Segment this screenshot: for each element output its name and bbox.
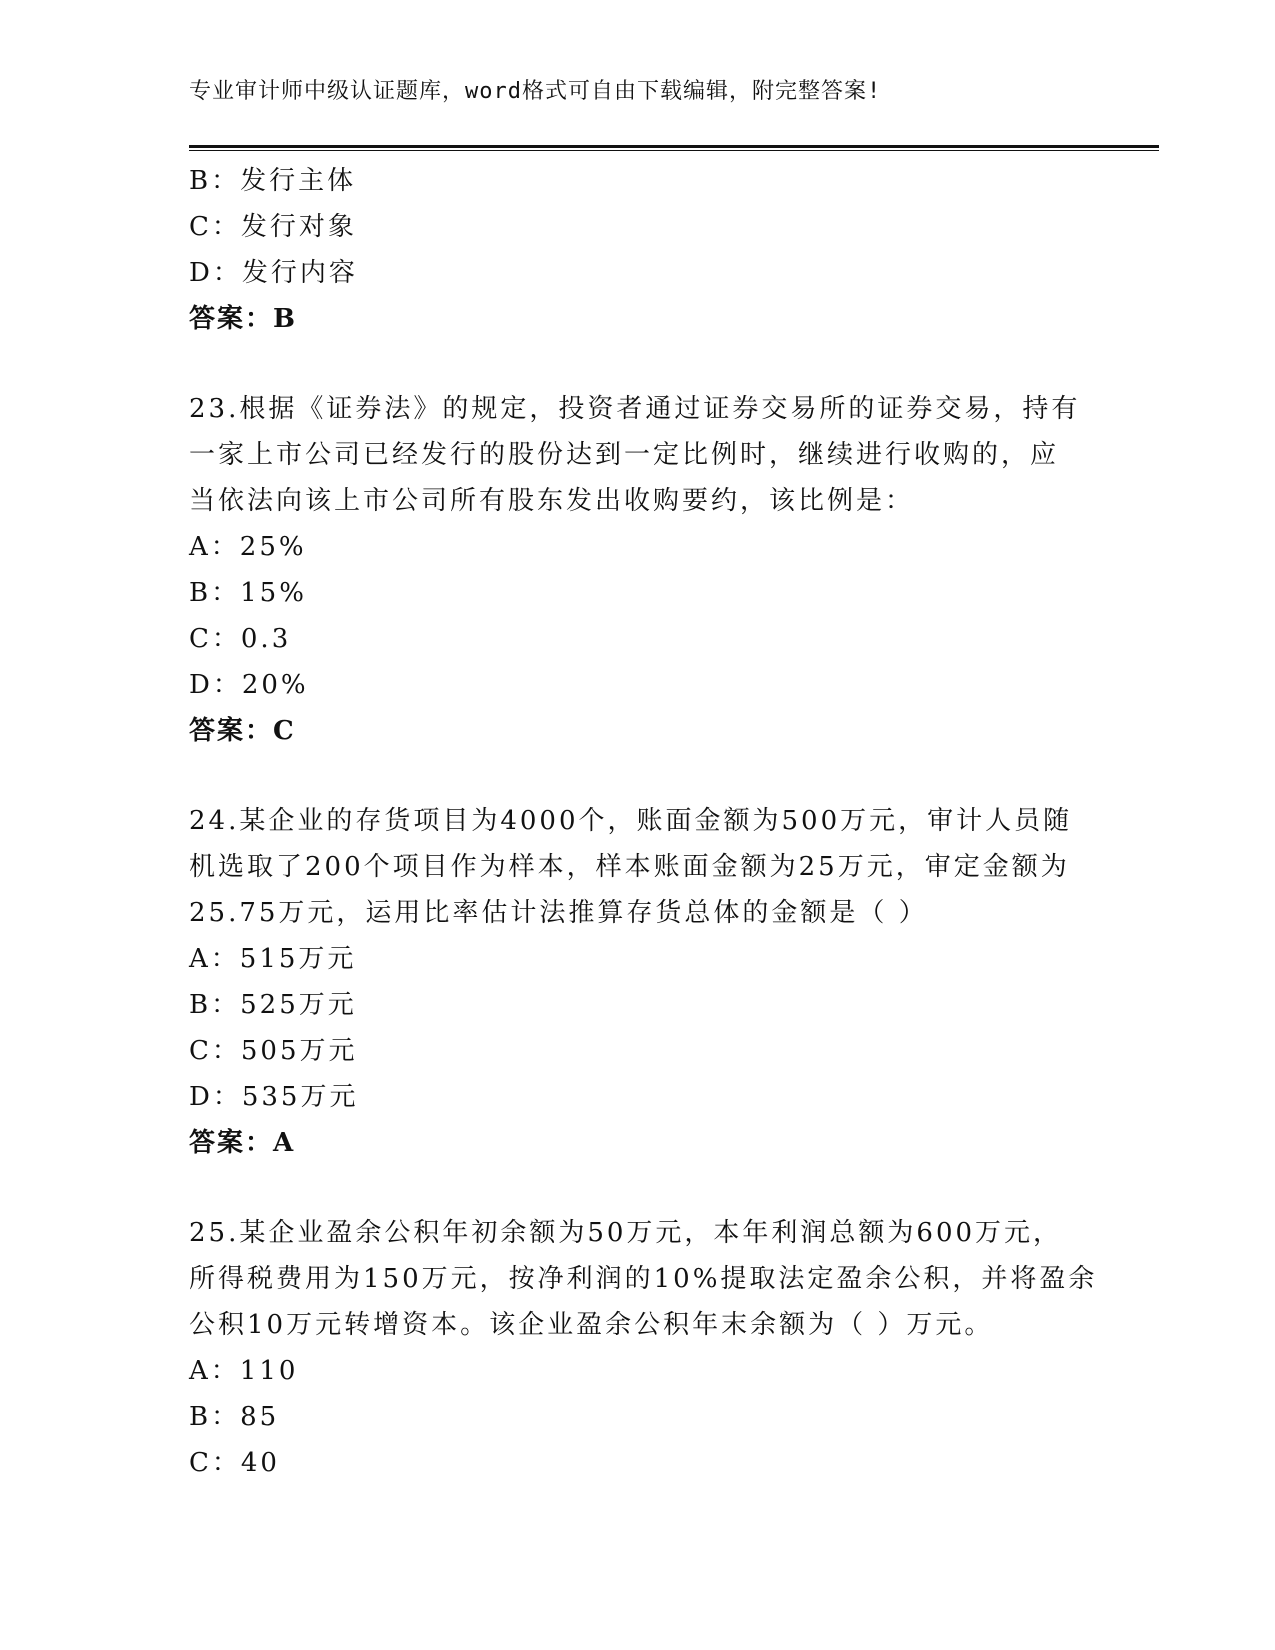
answer-option: C：505万元 xyxy=(189,1036,358,1066)
correct-answer: 答案：A xyxy=(189,1128,296,1158)
answer-option: C：40 xyxy=(189,1448,280,1478)
answer-option: C：0.3 xyxy=(189,624,292,654)
question-stem-line: 机选取了200个项目作为样本，样本账面金额为25万元，审定金额为 xyxy=(189,852,1070,882)
answer-option: D：发行内容 xyxy=(189,258,358,288)
block-spacer xyxy=(189,342,1089,386)
answer-option: B：525万元 xyxy=(189,990,357,1020)
answer-option: D：20% xyxy=(189,670,309,700)
answer-option: B：85 xyxy=(189,1402,280,1432)
answer-option: A：25% xyxy=(189,532,307,562)
answer-option: D：535万元 xyxy=(189,1082,359,1112)
header-rule-thin xyxy=(189,150,1159,151)
question-stem-line: 公积10万元转增资本。该企业盈余公积年末余额为（ ）万元。 xyxy=(189,1310,994,1340)
question-stem-line: 23.根据《证券法》的规定，投资者通过证券交易所的证券交易，持有 xyxy=(189,394,1081,424)
answer-option: A：515万元 xyxy=(189,944,357,974)
block-spacer xyxy=(189,754,1089,798)
question-stem-line: 当依法向该上市公司所有股东发出收购要约，该比例是： xyxy=(189,486,915,516)
question-stem-line: 所得税费用为150万元，按净利润的10%提取法定盈余公积，并将盈余 xyxy=(189,1264,1098,1294)
answer-option: A：110 xyxy=(189,1356,299,1386)
question-block xyxy=(189,158,1089,342)
header-rule-thick xyxy=(189,145,1159,148)
correct-answer: 答案：C xyxy=(189,716,296,746)
answer-option: B：发行主体 xyxy=(189,166,357,196)
question-block xyxy=(189,1166,1098,1486)
question-stem-line: 25.75万元，运用比率估计法推算存货总体的金额是（ ） xyxy=(189,898,928,928)
block-spacer xyxy=(189,1166,1089,1210)
question-block xyxy=(189,342,1089,754)
correct-answer: 答案：B xyxy=(189,304,297,334)
question-stem-line: 一家上市公司已经发行的股份达到一定比例时，继续进行收购的，应 xyxy=(189,440,1060,470)
page-header: 专业审计师中级认证题库，word格式可自由下载编辑，附完整答案! xyxy=(189,79,882,104)
answer-option: B：15% xyxy=(189,578,307,608)
question-list xyxy=(189,158,1098,1486)
question-block xyxy=(189,754,1089,1166)
question-stem-line: 25.某企业盈余公积年初余额为50万元，本年利润总额为600万元， xyxy=(189,1218,1063,1248)
answer-option: C：发行对象 xyxy=(189,212,357,242)
question-stem-line: 24.某企业的存货项目为4000个，账面金额为500万元，审计人员随 xyxy=(189,806,1073,836)
